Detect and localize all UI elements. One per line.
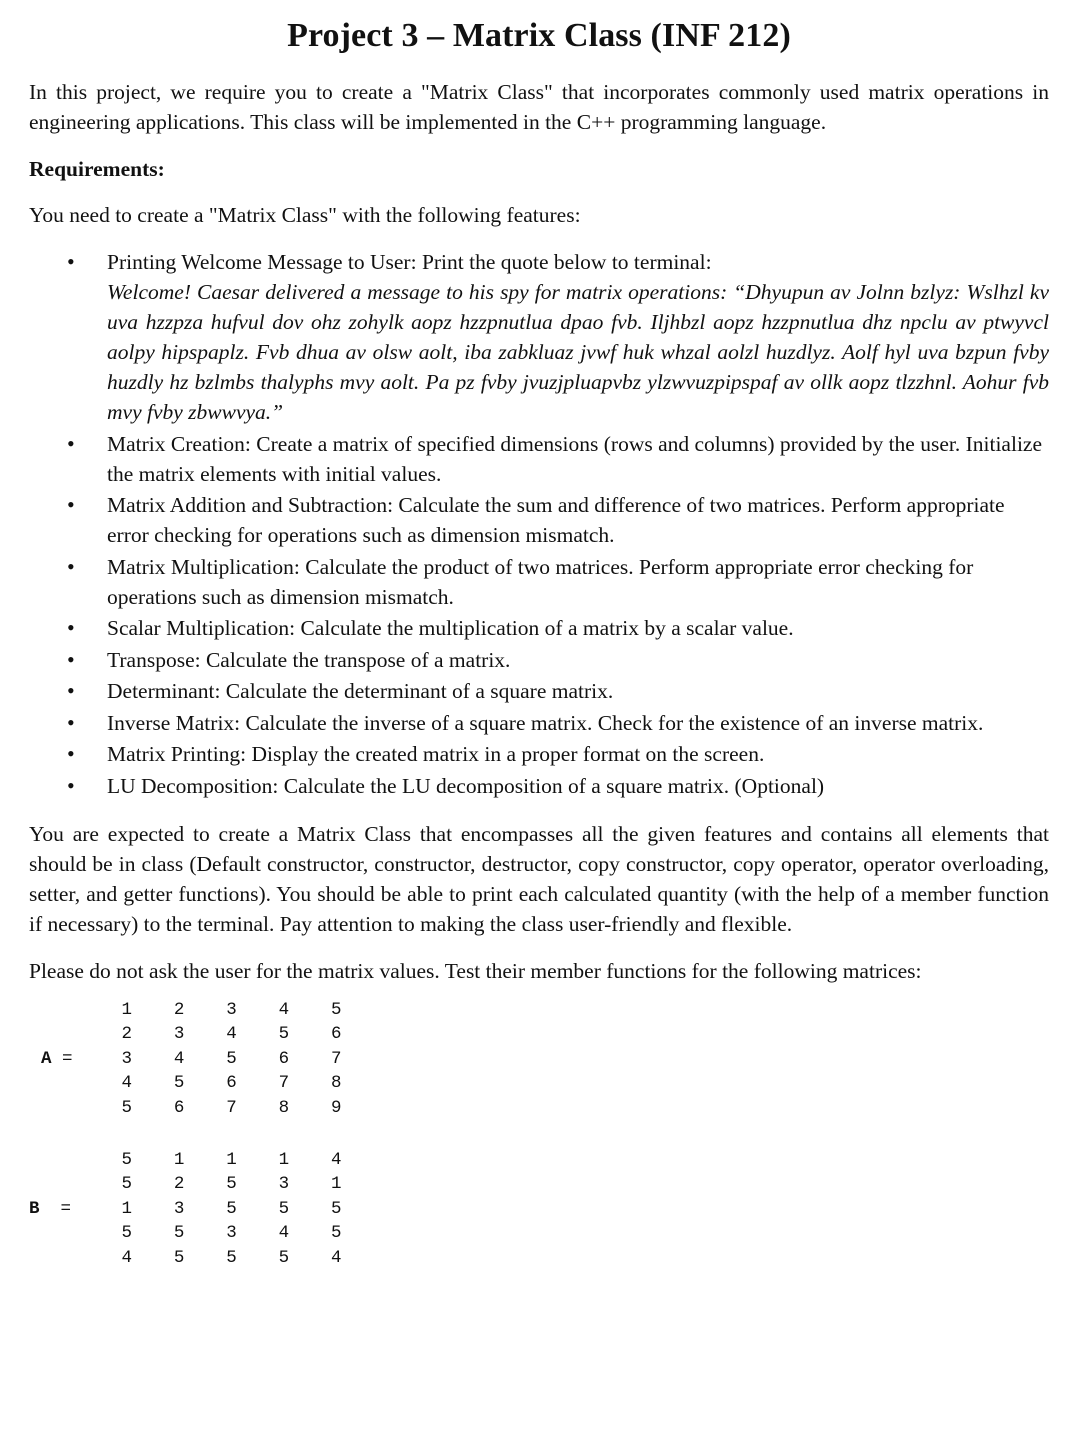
matrix-cell: 5 — [226, 1174, 237, 1194]
matrix-name: A — [41, 1048, 52, 1069]
intro-paragraph: In this project, we require you to create a "Matrix Class" that incorporates commonly used matrix operations in engineering applications. This class will be implemented in the C++ programming language. — [29, 80, 1049, 134]
matrix-cell: 1 — [121, 999, 132, 1020]
matrix-cell: 2 — [173, 1174, 185, 1194]
matrix-cell: 5 — [121, 1174, 132, 1194]
matrix-cell: 5 — [278, 1198, 290, 1219]
matrix-cell: 5 — [173, 1223, 185, 1243]
matrix-cell: 5 — [278, 1247, 290, 1268]
matrix-cell: 5 — [121, 1149, 132, 1170]
matrix-cell: 6 — [173, 1097, 185, 1118]
matrix-cell: 5 — [278, 1024, 290, 1044]
matrix-cell: 4 — [278, 999, 290, 1020]
matrix-row — [115, 1071, 342, 1096]
matrix-row — [115, 1096, 342, 1121]
matrix-row — [115, 1221, 342, 1246]
feature-text: Matrix Addition and Subtraction: Calculate the sum and difference of two matrices. Perform appropriate error checking for operations such as dimension mismatch. — [107, 493, 1005, 547]
matrix-cell: 3 — [173, 1024, 185, 1044]
features-intro-paragraph: You need to create a "Matrix Class" with the following features: — [29, 203, 581, 227]
feature-text: Matrix Creation: Create a matrix of specified dimensions (rows and columns) provided by the user. Initialize the matrix elements with initial values. — [107, 431, 1042, 486]
matrix-b — [29, 1148, 1049, 1270]
feature-text: Matrix Multiplication: Calculate the product of two matrices. Perform appropriate error checking for operations such as dimension mismatch. — [107, 554, 974, 609]
matrix-cell: 1 — [278, 1149, 290, 1170]
feature-text: Matrix Printing: Display the created matrix in a proper format on the screen. — [107, 742, 765, 766]
matrix-cell: 3 — [226, 1223, 237, 1243]
feature-item-matrix-creation — [29, 429, 1049, 489]
matrix-cell: 5 — [226, 1048, 237, 1069]
matrix-cell: 4 — [226, 1024, 237, 1044]
feature-text: Transpose: Calculate the transpose of a matrix. — [107, 647, 511, 672]
matrix-cell: 5 — [331, 1198, 342, 1219]
matrix-cell: 5 — [173, 1073, 185, 1093]
matrix-cell: 7 — [226, 1097, 237, 1118]
matrix-cell: 3 — [121, 1048, 132, 1069]
feature-item-lu-decomposition — [29, 771, 1049, 801]
requirements-heading: Requirements: — [29, 157, 165, 181]
matrix-cell: 1 — [331, 1174, 342, 1194]
test-matrices — [29, 998, 1049, 1270]
matrix-name: B — [29, 1198, 40, 1219]
feature-item-transpose — [29, 645, 1049, 675]
feature-item-multiplication — [29, 552, 1049, 612]
document-title: Project 3 – Matrix Class (INF 212) — [287, 17, 791, 54]
matrix-grid — [115, 1148, 342, 1271]
matrix-cell: 6 — [331, 1024, 342, 1044]
feature-item-determinant — [29, 676, 1049, 706]
matrix-cell: 8 — [331, 1073, 342, 1093]
matrix-cell: 1 — [121, 1198, 132, 1219]
matrix-row — [115, 998, 342, 1023]
test-matrices-intro: Please do not ask the user for the matrix values. Test their member functions for the following matrices: — [29, 958, 922, 983]
feature-item-scalar-multiplication — [29, 613, 1049, 643]
matrix-cell: 6 — [226, 1073, 237, 1093]
feature-text: Inverse Matrix: Calculate the inverse of a square matrix. Check for the existence of an inverse matrix. — [107, 710, 984, 735]
matrix-a — [29, 998, 1049, 1120]
matrix-equals: = — [62, 1048, 73, 1069]
matrix-cell: 5 — [226, 1198, 237, 1219]
matrix-cell: 5 — [331, 999, 342, 1020]
matrix-cell: 5 — [121, 1097, 132, 1118]
matrix-row — [115, 1197, 342, 1222]
feature-item-printing — [29, 739, 1049, 769]
matrix-cell: 5 — [331, 1223, 342, 1243]
feature-item-welcome-message — [29, 247, 1049, 427]
matrix-row — [115, 1246, 342, 1271]
matrix-cell: 4 — [121, 1073, 132, 1093]
feature-text: Scalar Multiplication: Calculate the multiplication of a matrix by a scalar value. — [107, 616, 794, 640]
matrix-grid — [115, 998, 342, 1121]
cipher-quote: Welcome! Caesar delivered a message to his spy for matrix operations: “Dhyupun av Jolnn bzlyz: Wslhzl kv uva hzzpza hufvul dov ohz zohylk aopz hzzpnutlua dpao fvb. Iljhbzl aopz hzzpnutlua dhz npclu av ptwyvcl aolpy hipspaplz. Fvb dhua av olsw aolt, iba zabkluaz jvwf huk whzal aolzl huzdlyz. Aolf hyl uva bzpun fvby huzdly hz bzlmbs thalyphs mvy aolt. Pa pz fvby jvuzjpluapvbz ylzwvuzpipspaf av ollk aopz tlzzhnl. Aohur fvb mvy fvby zbwwvya.” — [107, 280, 1049, 424]
matrix-row — [115, 1172, 342, 1197]
matrix-cell: 3 — [278, 1174, 290, 1194]
document-page — [29, 0, 1049, 1270]
feature-text: Printing Welcome Message to User: Print the quote below to terminal: — [107, 250, 712, 274]
matrix-cell: 4 — [173, 1048, 185, 1069]
matrix-row — [115, 1022, 342, 1047]
matrix-cell: 3 — [226, 999, 237, 1020]
matrix-row — [115, 1047, 342, 1072]
matrix-cell: 5 — [173, 1247, 185, 1268]
matrix-cell: 5 — [226, 1247, 237, 1268]
matrix-cell: 2 — [121, 1024, 132, 1044]
matrix-equals: = — [60, 1198, 72, 1219]
feature-text: Determinant: Calculate the determinant of a square matrix. — [107, 679, 614, 703]
matrix-cell: 5 — [121, 1223, 132, 1243]
feature-text: LU Decomposition: Calculate the LU decomposition of a square matrix. (Optional) — [107, 773, 825, 798]
feature-item-addition-subtraction — [29, 490, 1049, 550]
matrix-cell: 4 — [331, 1247, 342, 1268]
feature-item-inverse — [29, 708, 1049, 738]
matrix-row — [115, 1148, 342, 1173]
matrix-cell: 6 — [278, 1048, 290, 1069]
features-list — [29, 247, 1049, 801]
matrix-cell: 3 — [173, 1198, 185, 1219]
matrix-cell: 2 — [173, 999, 185, 1020]
matrix-cell: 9 — [331, 1097, 342, 1118]
matrix-cell: 7 — [331, 1048, 342, 1069]
expectations-paragraph: You are expected to create a Matrix Class that encompasses all the given features and contains all elements that should be in class (Default constructor, constructor, destructor, copy constructor, copy operator, operator overloading, setter, and getter functions). You should be able to print each calculated quantity (with the help of a member function if necessary) to the terminal. Pay attention to making the class user-friendly and flexible. — [29, 821, 1049, 936]
matrix-label — [29, 1196, 71, 1221]
matrix-cell: 4 — [278, 1223, 290, 1243]
matrix-cell: 4 — [121, 1247, 132, 1268]
matrix-label — [41, 1046, 73, 1071]
matrix-cell: 1 — [173, 1149, 185, 1170]
matrix-cell: 4 — [331, 1149, 342, 1170]
matrix-cell: 1 — [226, 1149, 237, 1170]
matrix-cell: 7 — [278, 1073, 290, 1093]
matrix-cell: 8 — [278, 1097, 290, 1118]
